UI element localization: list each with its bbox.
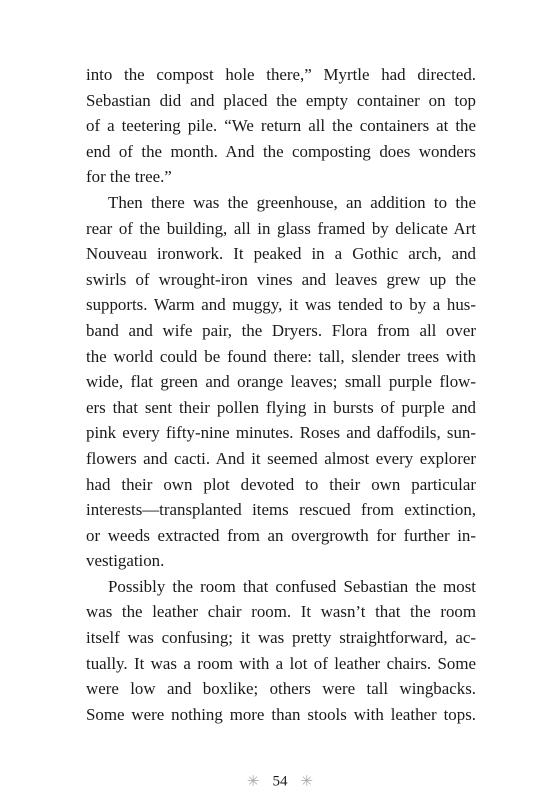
asterisk-ornament-icon: ✳ xyxy=(246,773,260,790)
text-line: tually. It was a room with a lot of leather chairs. Some xyxy=(86,653,476,673)
text-line: or weeds extracted from an overgrowth for further in- xyxy=(86,525,476,545)
text-line: Then there was the greenhouse, an addition to the xyxy=(108,192,476,212)
text-line: was the leather chair room. It wasn’t that the room xyxy=(86,602,476,622)
text-line: supports. Warm and muggy, it was tended to by a hus- xyxy=(86,295,476,315)
text-line: swirls of wrought-iron vines and leaves grew up the xyxy=(86,269,476,289)
text-line: flowers and cacti. And it seemed almost every explorer xyxy=(86,448,476,468)
text-line: for the tree.” xyxy=(86,167,172,187)
text-line: of a teetering pile. “We return all the containers at the xyxy=(86,116,476,136)
text-line: itself was confusing; it was pretty straightforward, ac- xyxy=(86,628,476,648)
text-line: Possibly the room that confused Sebastian the most xyxy=(108,576,476,596)
text-line: rear of the building, all in glass framed by delicate Art xyxy=(86,218,476,238)
asterisk-ornament-icon: ✳ xyxy=(300,773,314,790)
text-line: end of the month. And the composting does wonders xyxy=(86,141,476,161)
text-line: vestigation. xyxy=(86,551,165,571)
paragraph-1 xyxy=(86,62,476,190)
text-line: Nouveau ironwork. It peaked in a Gothic arch, and xyxy=(86,244,476,264)
text-line: had their own plot devoted to their own particular xyxy=(86,474,476,494)
text-line: wide, flat green and orange leaves; small purple flow- xyxy=(86,372,476,392)
text-line: pink every fifty-nine minutes. Roses and daffodils, sun- xyxy=(86,423,476,443)
text-line: the world could be found there: tall, slender trees with xyxy=(86,346,476,366)
text-line: Sebastian did and placed the empty container on top xyxy=(86,90,476,110)
text-line: into the compost hole there,” Myrtle had directed. xyxy=(86,65,476,84)
text-line: ers that sent their pollen flying in bursts of purple and xyxy=(86,397,476,417)
text-line: Some were nothing more than stools with leather tops. xyxy=(86,704,476,724)
paragraph-2 xyxy=(86,190,476,574)
text-line: were low and boxlike; others were tall wingbacks. xyxy=(86,679,476,699)
text-line: band and wife pair, the Dryers. Flora from all over xyxy=(86,320,476,340)
body-text xyxy=(86,62,476,727)
text-line: interests—transplanted items rescued from extinction, xyxy=(86,500,476,520)
page-number: 54 xyxy=(272,773,288,790)
page-footer xyxy=(0,771,560,792)
paragraph-3 xyxy=(86,574,476,728)
